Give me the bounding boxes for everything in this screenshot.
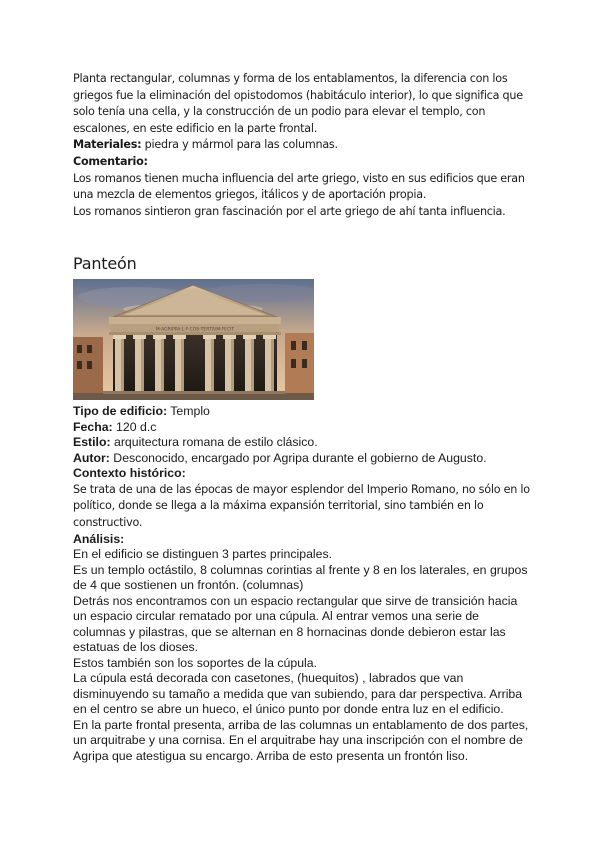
estilo-line [73, 435, 533, 451]
analisis-section [73, 532, 533, 765]
analisis-paragraph-3: Detrás nos encontramos con un espacio rectangular que sirve de transición hacia un espacio circular rematado por una cúpula. Al entrar vemos una serie de columnas y pilastras, que se alternan en 8 hornacinas donde debieron estar las estatuas de los dioses. [73, 593, 518, 655]
analisis-paragraph-6: En la parte frontal presenta, arriba de las columnas un entablamento de dos partes, un arquitrabe y una cornisa. En el arquitrabe hay una inscripción con el nombre de Agripa que atestigua su encargo. Arriba de esto presenta un frontón liso. [73, 717, 529, 763]
document-page [73, 71, 533, 764]
fecha-line [73, 420, 533, 436]
materiales-value: piedra y mármol para las columnas. [141, 138, 338, 152]
materiales-label: Materiales: [73, 138, 142, 152]
analisis-paragraph-5: La cúpula está decorada con casetones, (huequitos) , labrados que van disminuyendo su tamaño a medida que van subiendo, para dar perspectiva. Arriba en el centro se abre un hueco, el único punto por donde entra luz en el edificio. [73, 671, 523, 717]
estilo-label: Estilo: [73, 435, 111, 450]
materiales-line [73, 137, 533, 154]
autor-line [73, 451, 533, 467]
tipo-line [73, 404, 533, 420]
analisis-paragraph-1: En el edificio se distinguen 3 partes principales. [73, 547, 333, 562]
contexto-paragraph: Se trata de una de las épocas de mayor esplendor del Imperio Romano, no sólo en lo político, donde se llega a la máxima expansión territorial, sino también en lo constructivo. [73, 482, 530, 530]
estilo-value: arquitectura romana de estilo clásico. [110, 435, 318, 450]
section-title: Panteón [73, 254, 137, 274]
analisis-paragraph-4: Estos también son los soportes de la cúpula. [73, 655, 318, 670]
comentario-heading: Comentario: [73, 154, 148, 168]
comentario-paragraph-1: Los romanos tienen mucha influencia del arte griego, visto en sus edificios que eran una mezcla de elementos griegos, itálicos y de aportación propia. [73, 171, 525, 202]
autor-label: Autor: [73, 450, 110, 465]
tipo-label: Tipo de edificio: [73, 404, 168, 419]
comentario-paragraph-2: Los romanos sintieron gran fascinación por el arte griego de ahí tanta influencia. [73, 204, 506, 218]
autor-value: Desconocido, encargado por Agripa durante el gobierno de Augusto. [109, 450, 487, 465]
pantheon-details [73, 404, 533, 482]
fecha-label: Fecha: [73, 419, 113, 434]
contexto-section [73, 482, 533, 532]
pantheon-photo [73, 279, 314, 400]
fecha-value: 120 d.c [112, 419, 157, 434]
intro-section [73, 71, 533, 220]
contexto-heading: Contexto histórico: [73, 466, 186, 481]
intro-paragraph: Planta rectangular, columnas y forma de los entablamentos, la diferencia con los griegos fue la eliminación del opistodomos (habitáculo interior), lo que significa que solo tenía una cella, y la construcción de un podio para elevar el templo, con escalones, en este edificio en la parte frontal. [73, 72, 523, 135]
analisis-paragraph-2: Es un templo octástilo, 8 columnas corintias al frente y 8 en los laterales, en grupos de 4 que sostienen un frontón. (columnas) [73, 562, 528, 593]
analisis-heading: Análisis: [73, 531, 125, 546]
tipo-value: Templo [167, 404, 210, 419]
svg-text:M·AGRIPPA·L·F·COS·TERTIVM·FECI: M·AGRIPPA·L·F·COS·TERTIVM·FECIT [155, 327, 235, 333]
